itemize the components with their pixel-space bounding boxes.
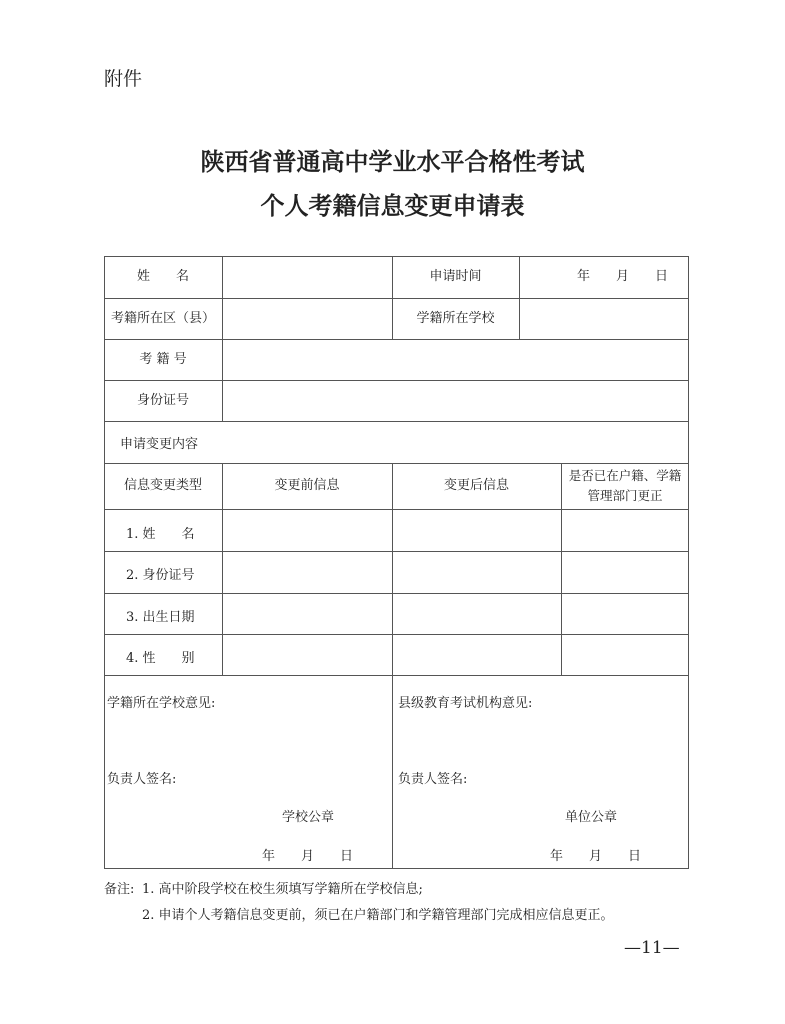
unit-seal-label: 单位公章 [565,810,618,825]
school-field[interactable] [519,298,688,339]
note-2: 2. 申请个人考籍信息变更前，须已在户籍部门和学籍管理部门完成相应信息更正。 [142,908,614,923]
header-after: 变更后信息 [443,478,509,493]
apply-date-field[interactable]: 年 月 日 [576,269,668,284]
header-before: 变更前信息 [274,478,340,493]
district-field[interactable] [222,298,392,339]
school-signature-label: 负责人签名: [107,772,177,787]
id-label: 身份证号 [136,392,189,408]
school-date: 年 月 日 [262,849,354,864]
change-content-label: 申请变更内容 [120,437,199,452]
change-type-id: 2. 身份证号 [126,568,195,583]
note-1: 1. 高中阶段学校在校生须填写学籍所在学校信息; [142,882,423,897]
id-field[interactable] [222,380,688,421]
attachment-label: 附件 [104,68,143,90]
county-opinion-label: 县级教育考试机构意见: [398,696,533,711]
county-signature-label: 负责人签名: [398,772,468,787]
change-type-name: 1. 姓 名 [126,527,195,542]
county-date: 年 月 日 [550,849,642,864]
change-type-birthdate: 3. 出生日期 [126,610,195,625]
school-opinion-label: 学籍所在学校意见: [107,696,216,711]
name-field[interactable] [222,256,392,298]
exam-no-field[interactable] [222,339,688,380]
change-type-gender: 4. 性 别 [126,651,195,666]
title-line-1: 陕西省普通高中学业水平合格性考试 [200,147,585,176]
district-label: 考籍所在区（县） [110,310,215,326]
name-label: 姓 名 [136,269,189,284]
notes-prefix: 备注: [104,882,135,897]
header-change-type: 信息变更类型 [123,478,202,493]
apply-time-label: 申请时间 [429,269,482,284]
school-label: 学籍所在学校 [416,310,495,326]
school-seal-label: 学校公章 [282,810,335,825]
header-corrected: 是否已在户籍、学籍管理部门更正 [568,468,682,503]
title-line-2: 个人考籍信息变更申请表 [260,191,525,220]
page-number: —11— [624,938,680,958]
exam-no-label: 考 籍 号 [139,351,187,367]
